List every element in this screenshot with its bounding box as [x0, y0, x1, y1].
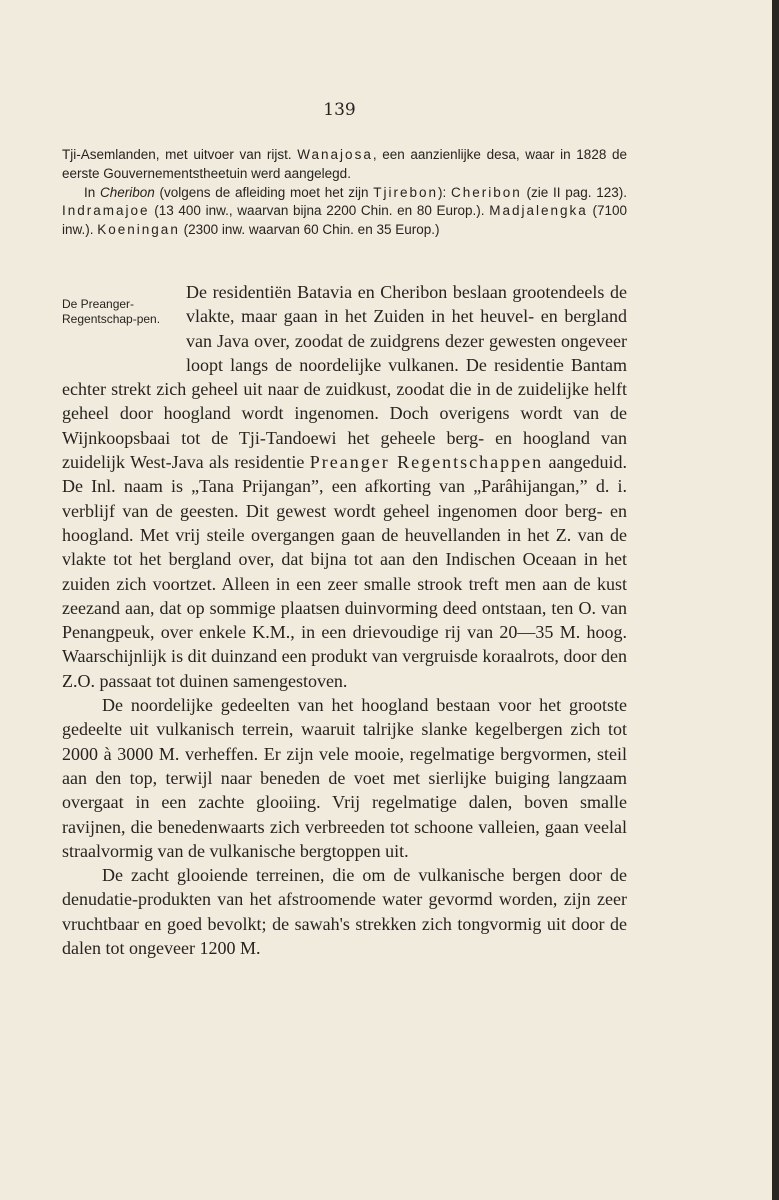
text: De residentiën Batavia en Cheribon beslaan grootendeels de vlakte, maar gaan in het Zuiden in het heuvel- en bergland van Java over, zoodat de zuidgrens dezer gewesten ongeveer loopt langs de noordelijke vulkanen. De residentie Bantam echter strekt zich geheel uit naar de zuidkust, zoodat die in de zuidelijke helft geheel door hoogland wordt ingenomen. Doch overigens wordt van de Wijnkoopsbaai tot de Tji-Tandoewi het geheele berg- en hoogland van zuidelijk West-Java als residentie [62, 282, 627, 473]
margin-note: De Preanger-Regentschap-pen. [62, 297, 161, 326]
place-name: Wanajosa [297, 147, 373, 162]
place-name: Koeningan [97, 222, 180, 238]
text: (volgens de afleiding moet het zijn [154, 184, 374, 200]
place-name: Indramajoe [62, 203, 150, 219]
italic-place-name: Cheribon [99, 184, 155, 200]
text: (2300 inw. waarvan 60 Chin. en 35 Europ.) [179, 222, 440, 238]
intro-paragraph-1 [62, 146, 627, 184]
text: ): [438, 184, 451, 200]
text: , een aanzienlijke desa, waar in 1828 de eerste Gouvernementstheetuin werd aangelegd. [62, 147, 627, 181]
region-name: Preanger Regentschappen [309, 452, 544, 473]
body-text [62, 280, 627, 960]
page-number: 139 [323, 100, 356, 120]
intro-paragraph-2 [62, 184, 627, 240]
body-paragraph-3: De zacht glooiende terreinen, die om de vulkanische bergen door de denudatie-produkten van het afstroomende water gevormd worden, zijn zeer vruchtbaar en goed bevolkt; de sawah's strekken zich tongvormig uit door de dalen tot ongeveer 1200 M. [62, 865, 627, 959]
text: (13 400 inw., waarvan bijna 2200 Chin. en 80 Europ.). [149, 203, 490, 219]
text: In [84, 184, 100, 200]
place-name: Cheribon [451, 184, 522, 200]
place-name: Tjirebon [373, 184, 439, 200]
text: aangeduid. De Inl. naam is „Tana Prijangan”, een afkorting van „Parâhijangan,” d. i. verblijf van de geesten. Dit gewest wordt geheel ingenomen door berg- en hoogland. Met vrij steile overgangen gaan de heuvellanden in het Z. van de vlakte tot het bergland over, dat bijna tot aan den Indischen Oceaan in het zuiden zich voortzet. Alleen in een zeer smalle strook treft men aan de kust zeezand aan, dat op sommige plaatsen duinvorming deed ontstaan, ten O. van Penangpeuk, over enkele K.M., in een drievoudige rij van 20—35 M. hoog. Waarschijnlijk is dit duinzand een produkt van vergruisde koraalrots, door den Z.O. passaat tot duinen samengestoven. [62, 452, 627, 691]
intro-paragraphs [62, 146, 627, 240]
text: (7100 inw.). [62, 203, 627, 238]
place-name: Madjalengka [489, 203, 588, 219]
body-paragraph-2: De noordelijke gedeelten van het hoogland bestaan voor het grootste gedeelte uit vulkanisch terrein, waaruit talrijke slanke kegelbergen zich tot 2000 à 3000 M. verheffen. Er zijn vele mooie, regelmatige bergvormen, steil aan den top, terwijl naar beneden de voet met sierlijke buiging langzaam overgaat in een zachte glooiing. Vrij regelmatige dalen, boven smalle ravijnen, die benedenwaarts zich verbreeden tot schoone valleien, gaan veelal straalvormig van de vulkanische bergtoppen uit. [62, 695, 627, 861]
margin-note-spacer [62, 280, 186, 354]
text: (zie II pag. 123). [521, 184, 627, 200]
text: Tji-Asemlanden, met uitvoer van rijst. [62, 147, 298, 162]
